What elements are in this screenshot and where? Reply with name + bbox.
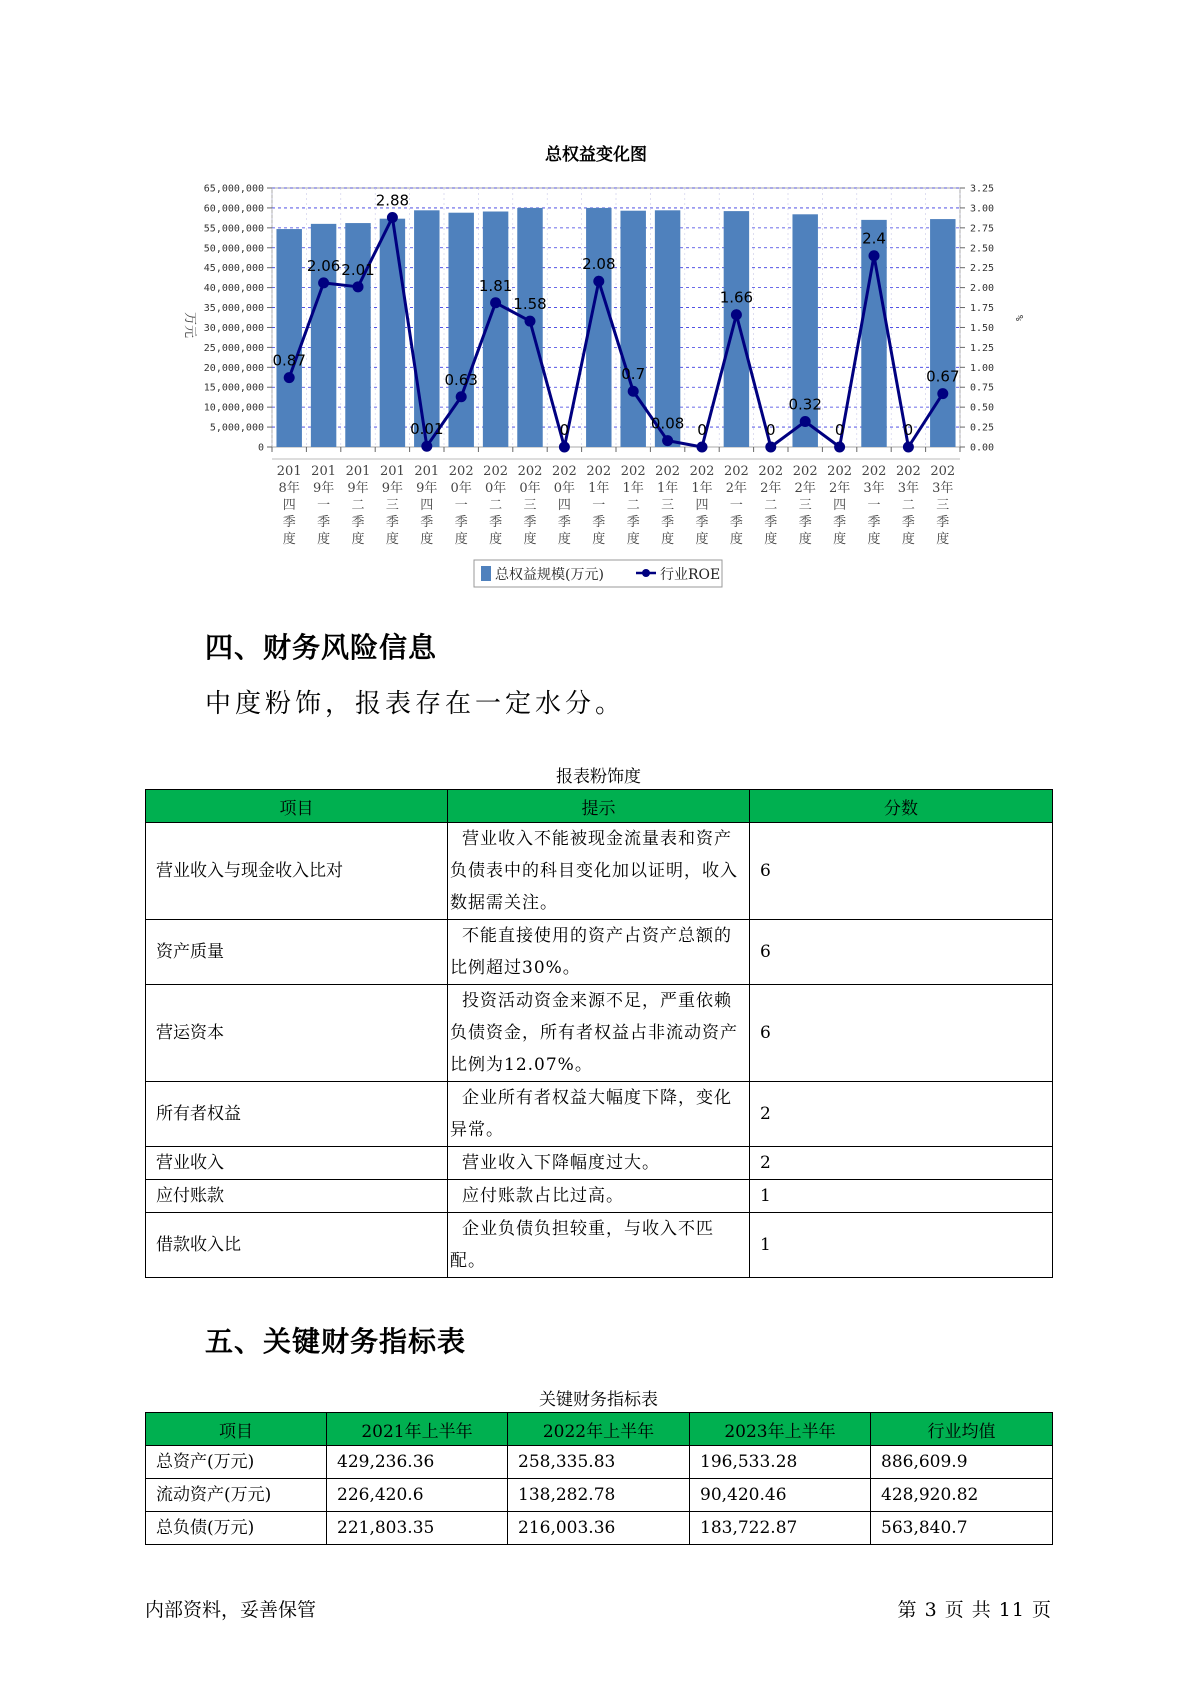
right-tick-label: 3.25 <box>970 183 995 195</box>
x-tick-label: 3年 <box>897 481 920 496</box>
roe-data-label: 0.63 <box>444 370 478 389</box>
equity-change-chart <box>0 0 1191 600</box>
legend-roe: 行业ROE <box>660 567 721 583</box>
x-tick-label: 202 <box>827 464 853 479</box>
section5-heading: 五、关键财务指标表 <box>205 1325 467 1358</box>
right-tick-label: 1.50 <box>970 322 995 334</box>
x-tick-label: 季 <box>420 515 434 530</box>
left-axis-title: 万元 <box>182 311 197 339</box>
x-tick-label: 一 <box>454 498 468 513</box>
right-tick-label: 3.00 <box>970 203 995 215</box>
x-tick-label: 一 <box>592 498 606 513</box>
kpi-table-header <box>146 1413 1053 1446</box>
x-tick-label: 季 <box>867 515 881 530</box>
x-tick-label: 202 <box>689 464 715 479</box>
header-item: 项目 <box>146 790 448 823</box>
roe-point <box>559 442 570 453</box>
x-tick-label: 季 <box>317 515 331 530</box>
risk-table-header <box>146 790 1053 823</box>
kpi-cell: 563,840.7 <box>871 1512 1053 1545</box>
x-tick-label: 度 <box>936 532 950 547</box>
kpi-cell: 221,803.35 <box>327 1512 508 1545</box>
equity-bar <box>276 229 301 447</box>
roe-point <box>697 442 708 453</box>
x-tick-label: 季 <box>282 515 296 530</box>
roe-point <box>353 281 364 292</box>
x-tick-label: 8年 <box>278 481 300 496</box>
x-tick-label: 季 <box>661 515 675 530</box>
x-tick-label: 2年 <box>725 481 748 496</box>
table-row <box>146 1512 1053 1545</box>
x-tick-label: 0年 <box>450 481 472 496</box>
row-item: 营运资本 <box>146 985 448 1082</box>
row-hint: 营业收入下降幅度过大。 <box>448 1147 750 1180</box>
legend-equity: 总权益规模(万元) <box>495 567 604 583</box>
x-tick-label: 9年 <box>381 481 404 496</box>
roe-data-label: 1.81 <box>478 276 513 295</box>
x-tick-label: 季 <box>695 515 709 530</box>
x-tick-label: 二 <box>351 498 365 513</box>
row-item: 营业收入 <box>146 1147 448 1180</box>
roe-data-label: 2.01 <box>341 260 375 279</box>
equity-bar <box>930 219 955 447</box>
footer-page-number: 第 3 页 共 11 页 <box>897 1599 1052 1621</box>
left-tick-label: 35,000,000 <box>203 303 264 315</box>
right-tick-label: 2.25 <box>970 263 995 275</box>
x-tick-label: 三 <box>661 498 675 513</box>
x-tick-label: 9年 <box>312 481 335 496</box>
x-tick-label: 季 <box>523 515 537 530</box>
risk-table <box>145 789 1053 1278</box>
roe-data-label: 2.4 <box>862 229 886 248</box>
x-tick-label: 季 <box>454 515 468 530</box>
x-tick-label: 四 <box>557 498 571 513</box>
equity-bar <box>620 211 645 447</box>
roe-point <box>662 435 673 446</box>
kpi-cell: 216,003.36 <box>508 1512 690 1545</box>
equity-bar <box>517 208 542 447</box>
x-tick-label: 度 <box>695 532 709 547</box>
x-tick-label: 四 <box>282 498 296 513</box>
x-tick-label: 202 <box>448 464 474 479</box>
x-tick-label: 季 <box>764 515 778 530</box>
x-tick-label: 201 <box>276 464 302 479</box>
right-tick-label: 2.00 <box>970 283 995 295</box>
chart-title: 总权益变化图 <box>545 145 647 165</box>
kpi-header-2023: 2023年上半年 <box>690 1413 871 1446</box>
x-tick-label: 1年 <box>588 481 610 496</box>
kpi-table <box>145 1412 1053 1545</box>
kpi-header-item: 项目 <box>146 1413 327 1446</box>
x-tick-label: 二 <box>626 498 640 513</box>
row-hint: 企业所有者权益大幅度下降，变化异常。 <box>448 1082 750 1147</box>
table-row <box>146 985 1053 1082</box>
left-tick-label: 20,000,000 <box>203 362 264 374</box>
kpi-cell: 886,609.9 <box>871 1446 1053 1479</box>
left-tick-label: 55,000,000 <box>203 223 264 235</box>
table-row <box>146 1147 1053 1180</box>
x-tick-label: 度 <box>833 532 847 547</box>
x-tick-label: 季 <box>901 515 915 530</box>
roe-point <box>525 316 536 327</box>
equity-bar <box>655 210 680 447</box>
left-tick-label: 65,000,000 <box>203 183 264 195</box>
x-tick-label: 度 <box>729 532 743 547</box>
kpi-header-industry-avg: 行业均值 <box>871 1413 1053 1446</box>
roe-data-label: 2.08 <box>582 255 616 274</box>
roe-point <box>765 442 776 453</box>
x-tick-label: 9年 <box>347 481 369 496</box>
kpi-cell: 90,420.46 <box>690 1479 871 1512</box>
kpi-cell: 138,282.78 <box>508 1479 690 1512</box>
equity-bar <box>724 211 749 447</box>
legend-line-marker <box>642 569 650 577</box>
x-tick-label: 201 <box>379 464 405 479</box>
x-tick-label: 一 <box>317 498 331 513</box>
left-tick-label: 45,000,000 <box>203 263 264 275</box>
roe-point <box>937 388 948 399</box>
row-hint: 应付账款占比过高。 <box>448 1180 750 1213</box>
legend-bar-swatch <box>481 566 491 581</box>
x-tick-label: 度 <box>385 532 399 547</box>
table-row <box>146 1479 1053 1512</box>
row-item: 借款收入比 <box>146 1213 448 1278</box>
kpi-table-caption: 关键财务指标表 <box>539 1390 658 1410</box>
x-tick-label: 度 <box>420 532 434 547</box>
kpi-cell: 226,420.6 <box>327 1479 508 1512</box>
x-tick-label: 202 <box>758 464 784 479</box>
equity-bar <box>380 219 405 447</box>
x-tick-label: 度 <box>592 532 606 547</box>
table-row <box>146 1082 1053 1147</box>
x-tick-label: 1年 <box>691 481 713 496</box>
x-tick-label: 度 <box>661 532 675 547</box>
x-tick-label: 季 <box>798 515 812 530</box>
x-tick-label: 0年 <box>553 481 576 496</box>
roe-data-label: 0.7 <box>621 365 646 384</box>
x-tick-label: 202 <box>792 464 818 479</box>
roe-data-label: 2.06 <box>306 256 341 275</box>
left-tick-label: 50,000,000 <box>203 243 264 255</box>
table-row <box>146 920 1053 985</box>
x-tick-label: 0年 <box>519 481 541 496</box>
x-tick-label: 度 <box>764 532 778 547</box>
roe-point <box>903 442 914 453</box>
x-tick-label: 3年 <box>932 481 954 496</box>
left-tick-label: 5,000,000 <box>209 422 264 434</box>
x-tick-label: 202 <box>620 464 646 479</box>
roe-point <box>284 372 295 383</box>
roe-data-label: 0.87 <box>272 351 306 370</box>
roe-data-label: 1.66 <box>719 288 754 307</box>
row-hint: 企业负债负担较重，与收入不匹配。 <box>448 1213 750 1278</box>
roe-data-label: 0 <box>834 421 845 439</box>
x-tick-label: 季 <box>489 515 503 530</box>
kpi-cell: 183,722.87 <box>690 1512 871 1545</box>
row-score: 1 <box>750 1213 1053 1278</box>
left-tick-label: 60,000,000 <box>203 203 264 215</box>
row-item: 营业收入与现金收入比对 <box>146 823 448 920</box>
roe-data-label: 1.58 <box>513 295 547 314</box>
right-tick-label: 1.00 <box>970 362 995 374</box>
roe-point <box>800 416 811 427</box>
roe-data-label: 0 <box>697 421 707 439</box>
table-row <box>146 1180 1053 1213</box>
x-tick-label: 四 <box>695 498 709 513</box>
row-hint: 营业收入不能被现金流量表和资产负债表中的科目变化加以证明，收入数据需关注。 <box>448 823 750 920</box>
roe-point <box>628 386 639 397</box>
x-tick-label: 季 <box>936 515 950 530</box>
row-score: 2 <box>750 1147 1053 1180</box>
x-tick-label: 度 <box>454 532 468 547</box>
header-score: 分数 <box>750 790 1053 823</box>
roe-point <box>869 250 880 261</box>
x-tick-label: 9年 <box>416 481 438 496</box>
kpi-header-2021: 2021年上半年 <box>327 1413 508 1446</box>
row-score: 6 <box>750 823 1053 920</box>
risk-table-caption: 报表粉饰度 <box>556 767 641 787</box>
chart-legend <box>474 560 722 587</box>
x-tick-label: 201 <box>311 464 337 479</box>
x-tick-label: 度 <box>523 532 537 547</box>
x-tick-label: 二 <box>764 498 778 513</box>
x-tick-label: 202 <box>655 464 681 479</box>
x-tick-label: 度 <box>351 532 365 547</box>
kpi-cell: 429,236.36 <box>327 1446 508 1479</box>
right-tick-label: 2.75 <box>970 223 995 235</box>
x-tick-label: 一 <box>729 498 743 513</box>
left-tick-label: 25,000,000 <box>203 342 264 354</box>
x-tick-label: 四 <box>833 498 847 513</box>
roe-point <box>593 276 604 287</box>
x-tick-label: 一 <box>867 498 881 513</box>
right-axis-title: % <box>1013 314 1024 322</box>
row-hint: 不能直接使用的资产占资产总额的比例超过30%。 <box>448 920 750 985</box>
x-tick-label: 度 <box>317 532 331 547</box>
equity-bar <box>345 223 370 447</box>
right-tick-label: 1.75 <box>970 303 995 315</box>
section4-heading: 四、财务风险信息 <box>205 631 438 664</box>
x-tick-label: 202 <box>517 464 543 479</box>
equity-bar <box>414 210 439 447</box>
table-row <box>146 823 1053 920</box>
x-tick-label: 二 <box>489 498 503 513</box>
x-tick-label: 季 <box>592 515 606 530</box>
x-tick-label: 2年 <box>828 481 851 496</box>
roe-point <box>387 212 398 223</box>
row-hint: 投资活动资金来源不足，严重依赖负债资金，所有者权益占非流动资产比例为12.07%。 <box>448 985 750 1082</box>
x-tick-label: 度 <box>489 532 503 547</box>
right-tick-label: 1.25 <box>970 342 995 354</box>
roe-data-label: 0 <box>903 421 914 439</box>
x-tick-label: 1年 <box>622 481 644 496</box>
x-tick-label: 3年 <box>863 481 885 496</box>
roe-data-label: 0 <box>766 421 776 439</box>
x-tick-label: 度 <box>901 532 915 547</box>
x-tick-label: 季 <box>557 515 571 530</box>
kpi-cell: 总负债(万元) <box>146 1512 327 1545</box>
x-tick-label: 三 <box>798 498 812 513</box>
right-tick-label: 0.75 <box>970 382 995 394</box>
x-tick-label: 季 <box>626 515 640 530</box>
roe-point <box>490 297 501 308</box>
left-tick-label: 0 <box>257 442 264 454</box>
x-tick-label: 三 <box>936 498 950 513</box>
x-tick-label: 季 <box>385 515 399 530</box>
x-tick-label: 1年 <box>656 481 679 496</box>
row-score: 2 <box>750 1082 1053 1147</box>
left-tick-label: 30,000,000 <box>203 322 264 334</box>
kpi-cell: 总资产(万元) <box>146 1446 327 1479</box>
roe-data-label: 0.67 <box>926 367 960 386</box>
x-tick-label: 度 <box>798 532 812 547</box>
x-tick-label: 度 <box>282 532 296 547</box>
roe-point <box>421 441 432 452</box>
kpi-header-2022: 2022年上半年 <box>508 1413 690 1446</box>
x-tick-label: 2年 <box>760 481 782 496</box>
roe-data-label: 0.01 <box>410 420 444 439</box>
roe-point <box>731 309 742 320</box>
x-tick-label: 三 <box>385 498 399 513</box>
x-tick-label: 2年 <box>794 481 816 496</box>
roe-point <box>456 391 467 402</box>
kpi-cell: 流动资产(万元) <box>146 1479 327 1512</box>
kpi-cell: 428,920.82 <box>871 1479 1053 1512</box>
roe-data-label: 0 <box>559 421 570 439</box>
row-score: 6 <box>750 920 1053 985</box>
x-tick-label: 二 <box>901 498 915 513</box>
roe-data-label: 0.32 <box>788 395 822 414</box>
right-tick-label: 0.50 <box>970 402 995 414</box>
x-tick-label: 202 <box>930 464 956 479</box>
table-row <box>146 1446 1053 1479</box>
x-tick-label: 度 <box>557 532 571 547</box>
left-tick-label: 15,000,000 <box>203 382 264 394</box>
x-tick-label: 季 <box>729 515 743 530</box>
x-tick-label: 季 <box>351 515 365 530</box>
roe-data-label: 0.08 <box>650 414 685 433</box>
row-score: 6 <box>750 985 1053 1082</box>
x-tick-label: 202 <box>483 464 509 479</box>
x-tick-label: 202 <box>551 464 577 479</box>
x-tick-label: 202 <box>861 464 887 479</box>
right-tick-label: 0.25 <box>970 422 995 434</box>
left-tick-label: 40,000,000 <box>203 283 264 295</box>
x-tick-label: 202 <box>895 464 921 479</box>
risk-summary: 中度粉饰，报表存在一定水分。 <box>205 689 626 719</box>
table-row <box>146 1213 1053 1278</box>
header-hint: 提示 <box>448 790 750 823</box>
row-item: 资产质量 <box>146 920 448 985</box>
row-item: 所有者权益 <box>146 1082 448 1147</box>
left-tick-label: 10,000,000 <box>203 402 264 414</box>
x-tick-label: 季 <box>833 515 847 530</box>
roe-point <box>834 442 845 453</box>
x-tick-label: 0年 <box>484 481 507 496</box>
right-tick-label: 2.50 <box>970 243 995 255</box>
x-tick-label: 201 <box>345 464 371 479</box>
x-tick-label: 202 <box>586 464 612 479</box>
right-tick-label: 0.00 <box>970 442 995 454</box>
roe-data-label: 2.88 <box>375 191 410 210</box>
x-tick-label: 四 <box>420 498 434 513</box>
row-item: 应付账款 <box>146 1180 448 1213</box>
x-tick-label: 度 <box>867 532 881 547</box>
kpi-cell: 258,335.83 <box>508 1446 690 1479</box>
x-tick-label: 202 <box>723 464 749 479</box>
footer-confidential: 内部资料，妥善保管 <box>145 1599 317 1621</box>
row-score: 1 <box>750 1180 1053 1213</box>
x-tick-label: 201 <box>414 464 440 479</box>
x-tick-label: 度 <box>626 532 640 547</box>
x-tick-label: 三 <box>523 498 537 513</box>
kpi-cell: 196,533.28 <box>690 1446 871 1479</box>
roe-point <box>318 277 329 288</box>
